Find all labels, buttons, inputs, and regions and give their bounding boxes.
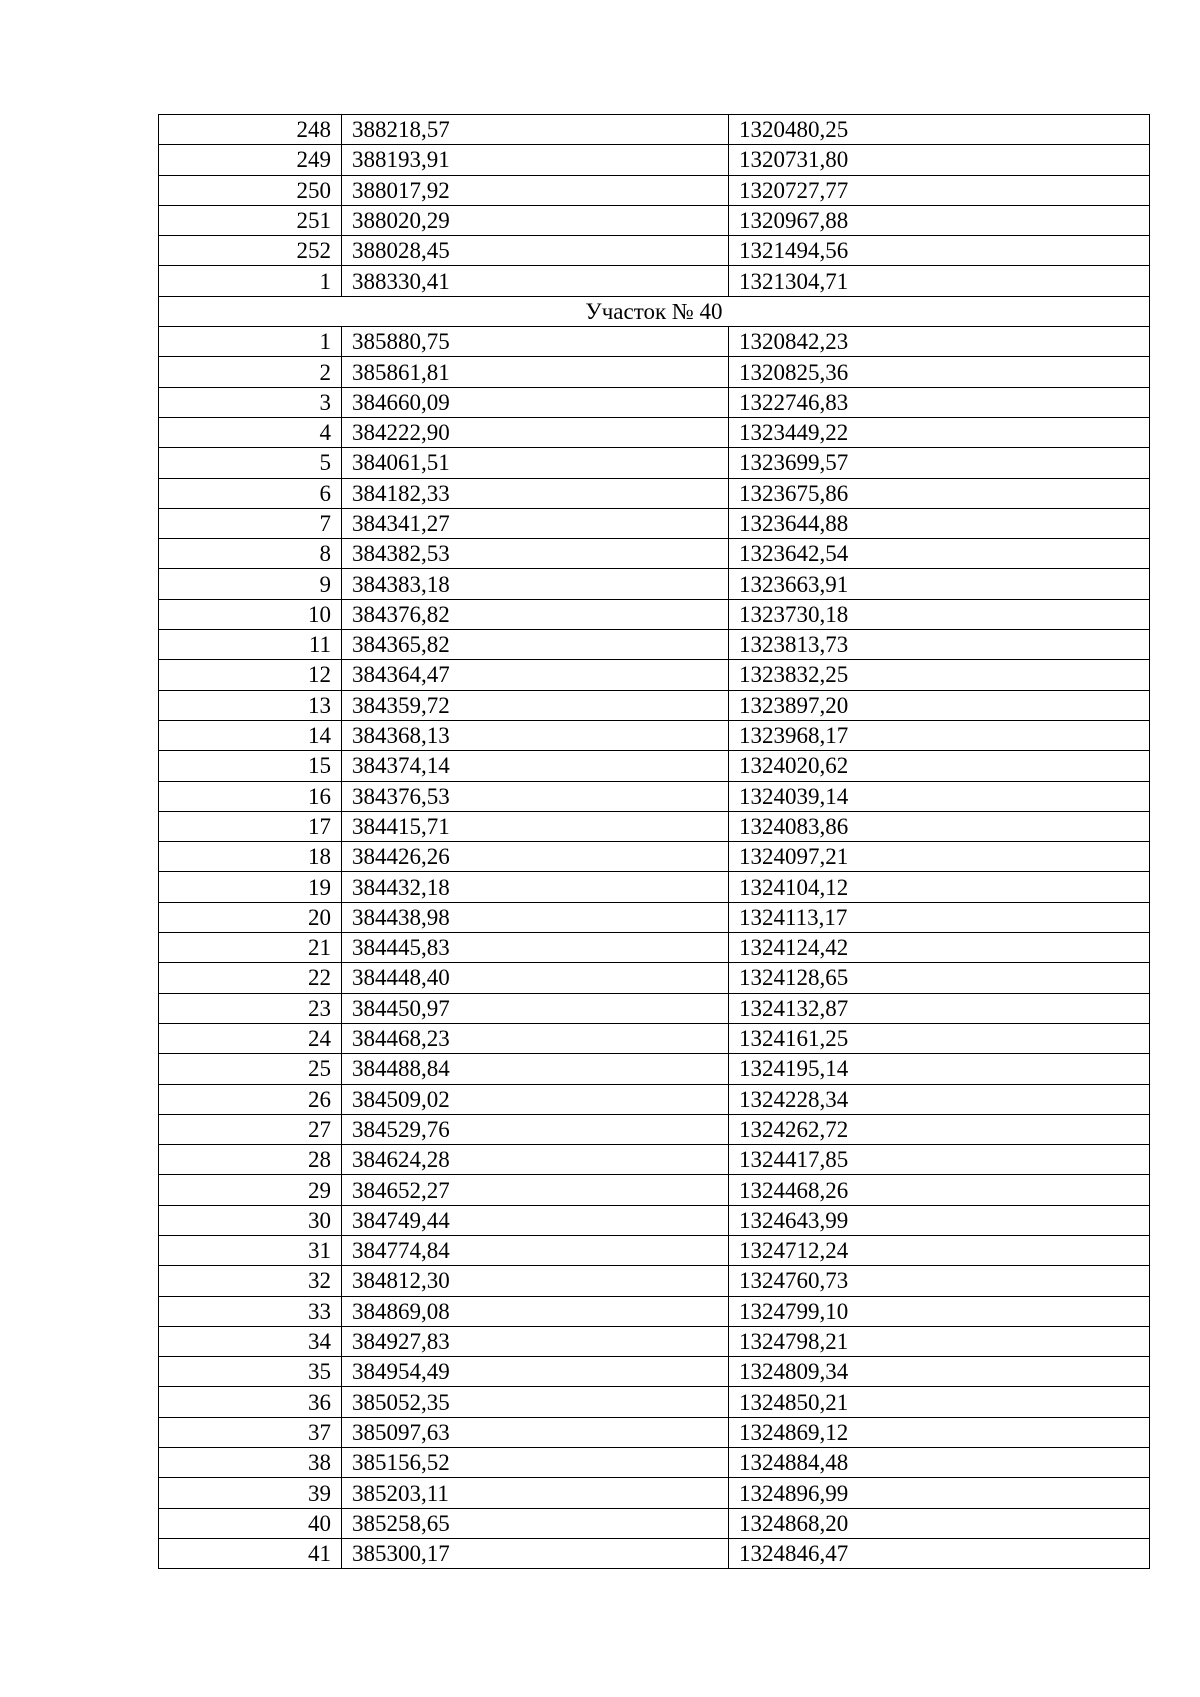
y-coordinate-cell: 1324132,87: [729, 993, 1150, 1023]
point-number-cell: 29: [159, 1175, 342, 1205]
point-number-cell: 31: [159, 1235, 342, 1265]
table-row: [159, 1084, 1150, 1114]
point-number-cell: 32: [159, 1266, 342, 1296]
x-coordinate-cell: 384374,14: [342, 751, 729, 781]
x-coordinate-cell: 384509,02: [342, 1084, 729, 1114]
x-coordinate-cell: 384749,44: [342, 1205, 729, 1235]
table-row: [159, 842, 1150, 872]
y-coordinate-cell: 1324113,17: [729, 902, 1150, 932]
y-coordinate-cell: 1324020,62: [729, 751, 1150, 781]
x-coordinate-cell: 384432,18: [342, 872, 729, 902]
table-row: [159, 205, 1150, 235]
y-coordinate-cell: 1324468,26: [729, 1175, 1150, 1205]
point-number-cell: 3: [159, 387, 342, 417]
x-coordinate-cell: 385156,52: [342, 1448, 729, 1478]
x-coordinate-cell: 384624,28: [342, 1145, 729, 1175]
point-number-cell: 20: [159, 902, 342, 932]
point-number-cell: 7: [159, 508, 342, 538]
point-number-cell: 22: [159, 963, 342, 993]
table-row: [159, 660, 1150, 690]
table-row: [159, 1448, 1150, 1478]
y-coordinate-cell: 1324104,12: [729, 872, 1150, 902]
y-coordinate-cell: 1324124,42: [729, 933, 1150, 963]
y-coordinate-cell: 1324128,65: [729, 963, 1150, 993]
x-coordinate-cell: 384445,83: [342, 933, 729, 963]
point-number-cell: 16: [159, 781, 342, 811]
point-number-cell: 5: [159, 448, 342, 478]
point-number-cell: 15: [159, 751, 342, 781]
x-coordinate-cell: 384652,27: [342, 1175, 729, 1205]
x-coordinate-cell: 384382,53: [342, 539, 729, 569]
x-coordinate-cell: 384182,33: [342, 478, 729, 508]
table-row: [159, 1326, 1150, 1356]
y-coordinate-cell: 1323730,18: [729, 599, 1150, 629]
x-coordinate-cell: 385052,35: [342, 1387, 729, 1417]
table-row: [159, 902, 1150, 932]
table-row: [159, 1417, 1150, 1447]
point-number-cell: 251: [159, 205, 342, 235]
point-number-cell: 1: [159, 327, 342, 357]
table-row: [159, 569, 1150, 599]
table-row: [159, 236, 1150, 266]
x-coordinate-cell: 384869,08: [342, 1296, 729, 1326]
x-coordinate-cell: 385880,75: [342, 327, 729, 357]
y-coordinate-cell: 1320967,88: [729, 205, 1150, 235]
table-row: [159, 963, 1150, 993]
y-coordinate-cell: 1324097,21: [729, 842, 1150, 872]
point-number-cell: 10: [159, 599, 342, 629]
point-number-cell: 252: [159, 236, 342, 266]
table-row: [159, 811, 1150, 841]
y-coordinate-cell: 1324850,21: [729, 1387, 1150, 1417]
y-coordinate-cell: 1323644,88: [729, 508, 1150, 538]
y-coordinate-cell: 1323699,57: [729, 448, 1150, 478]
table-row: [159, 1114, 1150, 1144]
x-coordinate-cell: 388330,41: [342, 266, 729, 296]
x-coordinate-cell: 384529,76: [342, 1114, 729, 1144]
x-coordinate-cell: 388193,91: [342, 145, 729, 175]
point-number-cell: 12: [159, 660, 342, 690]
y-coordinate-cell: 1323813,73: [729, 630, 1150, 660]
y-coordinate-cell: 1320480,25: [729, 115, 1150, 145]
point-number-cell: 34: [159, 1326, 342, 1356]
y-coordinate-cell: 1323897,20: [729, 690, 1150, 720]
table-row: [159, 175, 1150, 205]
section-title: Участок № 40: [159, 296, 1150, 326]
table-row: [159, 751, 1150, 781]
point-number-cell: 6: [159, 478, 342, 508]
x-coordinate-cell: 384365,82: [342, 630, 729, 660]
x-coordinate-cell: 384222,90: [342, 417, 729, 447]
table-row: [159, 327, 1150, 357]
y-coordinate-cell: 1322746,83: [729, 387, 1150, 417]
table-row: [159, 630, 1150, 660]
table-row: [159, 357, 1150, 387]
table-row: [159, 690, 1150, 720]
x-coordinate-cell: 385097,63: [342, 1417, 729, 1447]
y-coordinate-cell: 1324809,34: [729, 1357, 1150, 1387]
x-coordinate-cell: 384415,71: [342, 811, 729, 841]
point-number-cell: 11: [159, 630, 342, 660]
coordinates-table: [158, 114, 1150, 1569]
table-row: [159, 539, 1150, 569]
x-coordinate-cell: 384450,97: [342, 993, 729, 1023]
y-coordinate-cell: 1323675,86: [729, 478, 1150, 508]
x-coordinate-cell: 384341,27: [342, 508, 729, 538]
table-row: [159, 478, 1150, 508]
x-coordinate-cell: 388218,57: [342, 115, 729, 145]
point-number-cell: 36: [159, 1387, 342, 1417]
table-row: [159, 993, 1150, 1023]
y-coordinate-cell: 1320731,80: [729, 145, 1150, 175]
table-row: [159, 266, 1150, 296]
table-row: [159, 417, 1150, 447]
table-row: [159, 1387, 1150, 1417]
table-row: [159, 1538, 1150, 1568]
point-number-cell: 19: [159, 872, 342, 902]
y-coordinate-cell: 1323968,17: [729, 720, 1150, 750]
x-coordinate-cell: 384448,40: [342, 963, 729, 993]
point-number-cell: 38: [159, 1448, 342, 1478]
x-coordinate-cell: 388017,92: [342, 175, 729, 205]
point-number-cell: 26: [159, 1084, 342, 1114]
y-coordinate-cell: 1324643,99: [729, 1205, 1150, 1235]
table-row: [159, 1478, 1150, 1508]
point-number-cell: 14: [159, 720, 342, 750]
coordinates-table-body: [159, 115, 1150, 1569]
table-row: [159, 599, 1150, 629]
table-row: [159, 1054, 1150, 1084]
table-row: [159, 448, 1150, 478]
y-coordinate-cell: 1324868,20: [729, 1508, 1150, 1538]
y-coordinate-cell: 1320842,23: [729, 327, 1150, 357]
y-coordinate-cell: 1323642,54: [729, 539, 1150, 569]
table-row: [159, 387, 1150, 417]
x-coordinate-cell: 385300,17: [342, 1538, 729, 1568]
table-row: [159, 508, 1150, 538]
point-number-cell: 35: [159, 1357, 342, 1387]
y-coordinate-cell: 1323663,91: [729, 569, 1150, 599]
y-coordinate-cell: 1324228,34: [729, 1084, 1150, 1114]
point-number-cell: 39: [159, 1478, 342, 1508]
y-coordinate-cell: 1324161,25: [729, 1023, 1150, 1053]
y-coordinate-cell: 1324896,99: [729, 1478, 1150, 1508]
point-number-cell: 37: [159, 1417, 342, 1447]
x-coordinate-cell: 384376,53: [342, 781, 729, 811]
y-coordinate-cell: 1324884,48: [729, 1448, 1150, 1478]
table-row: [159, 1023, 1150, 1053]
point-number-cell: 33: [159, 1296, 342, 1326]
x-coordinate-cell: 384376,82: [342, 599, 729, 629]
point-number-cell: 24: [159, 1023, 342, 1053]
point-number-cell: 2: [159, 357, 342, 387]
y-coordinate-cell: 1324799,10: [729, 1296, 1150, 1326]
x-coordinate-cell: 385203,11: [342, 1478, 729, 1508]
table-row: [159, 720, 1150, 750]
x-coordinate-cell: 384383,18: [342, 569, 729, 599]
point-number-cell: 21: [159, 933, 342, 963]
x-coordinate-cell: 384364,47: [342, 660, 729, 690]
table-row: [159, 1508, 1150, 1538]
point-number-cell: 18: [159, 842, 342, 872]
point-number-cell: 4: [159, 417, 342, 447]
table-row: [159, 115, 1150, 145]
table-row: [159, 1145, 1150, 1175]
point-number-cell: 8: [159, 539, 342, 569]
x-coordinate-cell: 384954,49: [342, 1357, 729, 1387]
point-number-cell: 41: [159, 1538, 342, 1568]
point-number-cell: 1: [159, 266, 342, 296]
table-row: [159, 1357, 1150, 1387]
x-coordinate-cell: 384438,98: [342, 902, 729, 932]
section-header-row: [159, 296, 1150, 326]
point-number-cell: 27: [159, 1114, 342, 1144]
point-number-cell: 23: [159, 993, 342, 1023]
y-coordinate-cell: 1324869,12: [729, 1417, 1150, 1447]
y-coordinate-cell: 1321304,71: [729, 266, 1150, 296]
y-coordinate-cell: 1321494,56: [729, 236, 1150, 266]
x-coordinate-cell: 384812,30: [342, 1266, 729, 1296]
y-coordinate-cell: 1324417,85: [729, 1145, 1150, 1175]
x-coordinate-cell: 384368,13: [342, 720, 729, 750]
table-row: [159, 1235, 1150, 1265]
y-coordinate-cell: 1324083,86: [729, 811, 1150, 841]
point-number-cell: 249: [159, 145, 342, 175]
y-coordinate-cell: 1324262,72: [729, 1114, 1150, 1144]
y-coordinate-cell: 1323449,22: [729, 417, 1150, 447]
y-coordinate-cell: 1324846,47: [729, 1538, 1150, 1568]
point-number-cell: 17: [159, 811, 342, 841]
x-coordinate-cell: 385258,65: [342, 1508, 729, 1538]
point-number-cell: 40: [159, 1508, 342, 1538]
y-coordinate-cell: 1320727,77: [729, 175, 1150, 205]
point-number-cell: 248: [159, 115, 342, 145]
table-row: [159, 781, 1150, 811]
table-row: [159, 1266, 1150, 1296]
x-coordinate-cell: 385861,81: [342, 357, 729, 387]
x-coordinate-cell: 388020,29: [342, 205, 729, 235]
table-row: [159, 145, 1150, 175]
x-coordinate-cell: 384426,26: [342, 842, 729, 872]
point-number-cell: 9: [159, 569, 342, 599]
y-coordinate-cell: 1324039,14: [729, 781, 1150, 811]
y-coordinate-cell: 1324712,24: [729, 1235, 1150, 1265]
x-coordinate-cell: 384468,23: [342, 1023, 729, 1053]
table-row: [159, 933, 1150, 963]
x-coordinate-cell: 384660,09: [342, 387, 729, 417]
y-coordinate-cell: 1324798,21: [729, 1326, 1150, 1356]
point-number-cell: 13: [159, 690, 342, 720]
point-number-cell: 250: [159, 175, 342, 205]
point-number-cell: 25: [159, 1054, 342, 1084]
y-coordinate-cell: 1323832,25: [729, 660, 1150, 690]
x-coordinate-cell: 388028,45: [342, 236, 729, 266]
y-coordinate-cell: 1324195,14: [729, 1054, 1150, 1084]
point-number-cell: 28: [159, 1145, 342, 1175]
y-coordinate-cell: 1324760,73: [729, 1266, 1150, 1296]
x-coordinate-cell: 384359,72: [342, 690, 729, 720]
x-coordinate-cell: 384927,83: [342, 1326, 729, 1356]
y-coordinate-cell: 1320825,36: [729, 357, 1150, 387]
x-coordinate-cell: 384488,84: [342, 1054, 729, 1084]
point-number-cell: 30: [159, 1205, 342, 1235]
x-coordinate-cell: 384061,51: [342, 448, 729, 478]
table-row: [159, 1296, 1150, 1326]
table-row: [159, 1175, 1150, 1205]
x-coordinate-cell: 384774,84: [342, 1235, 729, 1265]
table-row: [159, 872, 1150, 902]
table-row: [159, 1205, 1150, 1235]
